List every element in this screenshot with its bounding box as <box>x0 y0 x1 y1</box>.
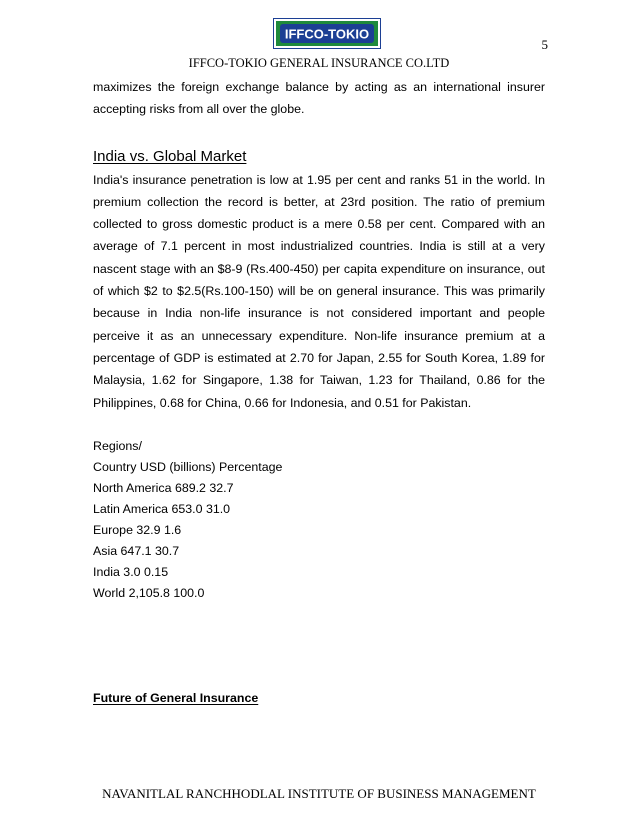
table-row: North America 689.2 32.7 <box>93 480 234 495</box>
table-row: Latin America 653.0 31.0 <box>93 501 231 516</box>
logo-text: IFFCO-TOKIO <box>284 26 370 42</box>
page-footer: NAVANITLAL RANCHHODLAL INSTITUTE OF BUSINESS MANAGEMENT <box>102 786 536 801</box>
table-row: Europe 32.9 1.6 <box>93 522 182 537</box>
premium-table <box>93 436 545 604</box>
document-body <box>93 76 545 604</box>
iffco-tokio-logo <box>273 18 381 49</box>
table-header-line: Regions/ <box>93 438 142 453</box>
future-section-heading: Future of General Insurance <box>93 691 259 705</box>
section-heading-india-vs-global: India vs. Global Market <box>93 147 247 165</box>
intro-paragraph: maximizes the foreign exchange balance by acting as an international insurer accepting risks from all over the globe. <box>93 80 545 117</box>
company-name: IFFCO-TOKIO GENERAL INSURANCE CO.LTD <box>188 56 450 70</box>
page-header <box>0 0 638 76</box>
table-header-line: Country USD (billions) Percentage <box>93 459 283 474</box>
table-row: India 3.0 0.15 <box>93 564 169 579</box>
table-row: Asia 647.1 30.7 <box>93 543 180 558</box>
section-paragraph: India's insurance penetration is low at 1.95 per cent and ranks 51 in the world. In premium collection the record is better, at 23rd position. The ratio of premium collected to gross domestic product is a mere 0.58 per cent. Compared with an average of 7.1 percent in most industrialized countries. India is still at a very nascent stage with an $8-9 (Rs.400-450) per capita expenditure on insurance, out of which $2 to $2.5(Rs.100-150) will be on general insurance. This was primarily because in India non-life insurance is not considered important and people perceive it as an unnecessary expenditure. Non-life insurance premium at a percentage of GDP is estimated at 2.70 for Japan, 2.55 for South Korea, 1.89 for Malaysia, 1.62 for Singapore, 1.38 for Taiwan, 1.23 for Thailand, 0.86 for the Philippines, 0.68 for China, 0.66 for Indonesia, and 0.51 for Pakistan. <box>93 172 545 410</box>
page-number: 5 <box>541 37 548 52</box>
table-row: World 2,105.8 100.0 <box>93 585 205 600</box>
